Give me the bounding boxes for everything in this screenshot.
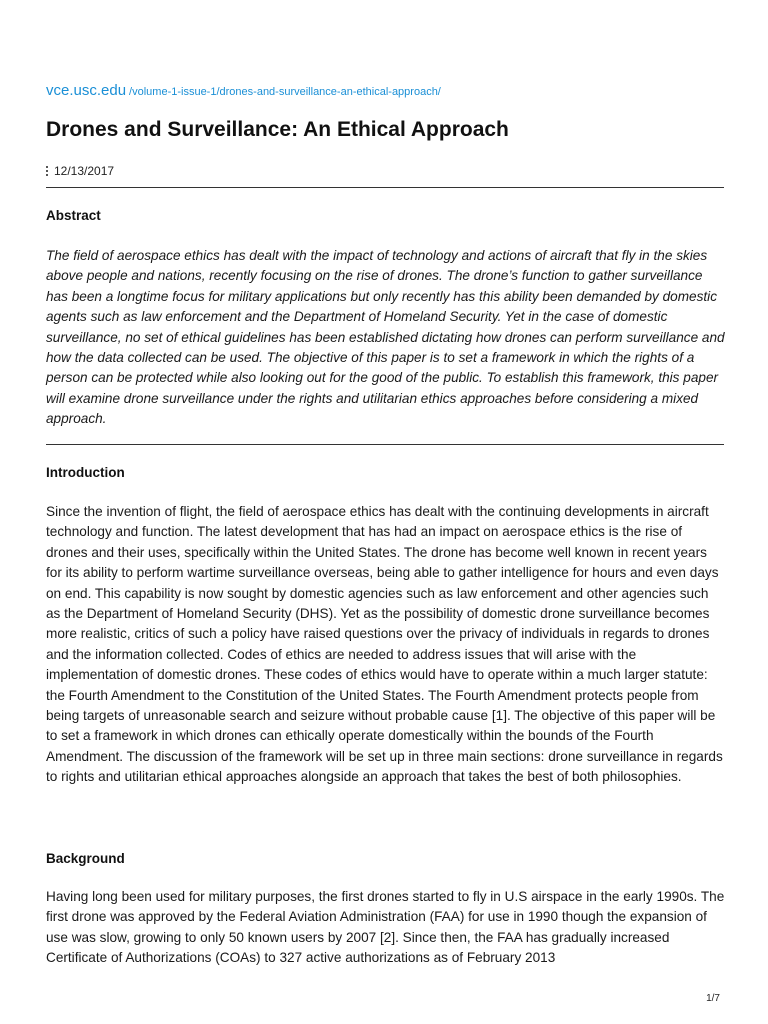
abstract-heading: Abstract [46,208,101,223]
source-url [46,82,441,100]
author-dots-icon [46,166,49,176]
introduction-heading: Introduction [46,465,125,480]
article-meta [46,164,114,178]
divider [46,187,724,188]
page-indicator: 1/7 [706,993,720,1004]
publish-date: 12/13/2017 [54,164,115,178]
divider [46,444,724,445]
introduction-text: Since the invention of flight, the field of aerospace ethics has dealt with the continuing developments in aircraft technology and function. The latest development that has had an impact on aerospace ethics is the rise of drones and their uses, specifically within the United States. The drone has become well known in recent years for its ability to perform wartime surveillance overseas, being able to gather intelligence for hours and even days on end. This capability is now sought by domestic agencies such as law enforcement and other agencies such as the Department of Homeland Security (DHS). Yet as the possibility of domestic drone surveillance becomes more realistic, critics of such a policy have raised questions over the privacy of individuals in regards to drones and the information collected. Codes of ethics are needed to address issues that will arise with the implementation of domestic drones. These codes of ethics would have to operate within a much larger statute: the Fourth Amendment to the Constitution of the United States. The Fourth Amendment protects people from being targets of unreasonable search and seizure without probable cause [1]. The objective of this paper will be to set a framework in which drones can ethically operate domestically within the bounds of the Fourth Amendment. The discussion of the framework will be set up in three main sections: drone surveillance in regards to rights and utilitarian ethical approaches alongside an approach that takes the best of both philosophies. [46,504,723,785]
article-title: Drones and Surveillance: An Ethical Approach [46,118,509,141]
source-domain-link[interactable]: vce.usc.edu [46,82,127,99]
background-heading: Background [46,851,125,866]
abstract-text: The field of aerospace ethics has dealt with the impact of technology and actions of aircraft that fly in the skies above people and nations, recently focusing on the rise of drones. The drone’s function to gather surveillance has been a longtime focus for military applications but only recently has this ability been demanded by domestic agents such as law enforcement and the Department of Homeland Security. Yet in the case of domestic surveillance, no set of ethical guidelines has been established dictating how drones can perform surveillance and how the data collected can be used. The objective of this paper is to set a framework in which the rights of a person can be protected while also looking out for the good of the public. To establish this framework, this paper will examine drone surveillance under the rights and utilitarian ethics approaches before considering a mixed approach. [46,248,725,427]
background-text: Having long been used for military purposes, the first drones started to fly in U.S airspace in the early 1990s. The first drone was approved by the Federal Aviation Administration (FAA) for use in 1990 though the expansion of use was slow, growing to only 50 known users by 2007 [2]. Since then, the FAA has gradually increased Certificate of Authorizations (COAs) to 327 active authorizations as of February 2013 [46,889,725,966]
source-path-link[interactable]: /volume-1-issue-1/drones-and-surveillance-an-ethical-approach/ [129,86,441,98]
